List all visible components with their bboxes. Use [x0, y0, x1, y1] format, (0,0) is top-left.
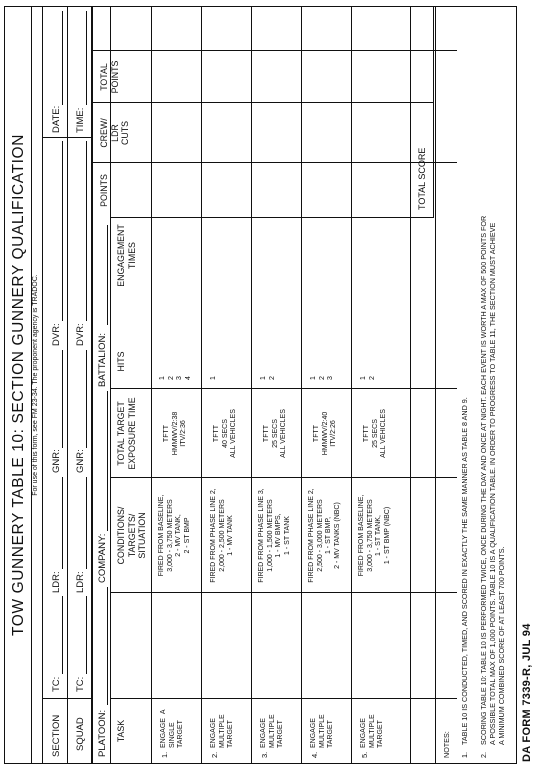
form-title: TOW GUNNERY TABLE 10: SECTION GUNNERY QUALIFICATION [10, 133, 27, 637]
row4-cond-1: FIRED FROM PHASE LINE 2, [308, 488, 315, 583]
header-divider [151, 7, 152, 763]
header-exposure [116, 389, 137, 478]
platoon-label: PLATOON: [97, 709, 108, 757]
row2-hit-1: 1 [210, 376, 217, 380]
table-bottom-line [435, 7, 436, 763]
form-number: DA FORM 7339-R, JUL 94 [521, 623, 533, 762]
time-field[interactable] [86, 11, 87, 105]
row3-exp-2: 25 SECS [271, 419, 279, 448]
ldr-label: LDR: [51, 571, 62, 593]
squad-tc-field[interactable] [86, 596, 87, 674]
row3-exposure [263, 389, 289, 478]
ldr-field[interactable] [62, 477, 63, 569]
row2-cond-2: 2,000 - 2,500 METERS [218, 499, 226, 572]
note1-text: TABLE 10 IS CONDUCTED, TIMED, AND SCORED IN EXACTLY THE SAME MANNER AS TABLE 8 AND 9. [460, 397, 469, 745]
header-conditions-line3: SITUATION [137, 512, 147, 559]
row2-task-line3: TARGET [227, 720, 235, 748]
date-field[interactable] [62, 11, 63, 105]
note2-number: 2. [479, 752, 488, 758]
row1-exp-2: HMMWV/2:38 [171, 411, 179, 456]
squad-gnr-field[interactable] [86, 350, 87, 448]
squad-row-divider [91, 7, 93, 763]
row1-cond-2: 3,000 - 3,750 METERS [166, 499, 174, 572]
row5-task [360, 714, 386, 748]
squad-tc-label: TC: [75, 676, 86, 692]
row4-hit-3: 3 [327, 376, 335, 380]
row1-task-suffix: A [160, 709, 167, 715]
row4-cond-3: 1 - ST BMP, [325, 516, 333, 555]
row4-task-line2: MULTIPLE [318, 714, 326, 748]
row3-hit-2: 2 [268, 376, 276, 380]
row5-exp-1: TFTT [363, 424, 370, 443]
row1-task-line2: SINGLE [168, 722, 176, 748]
col-divider-engagement [110, 217, 434, 218]
row1-hits [159, 376, 193, 380]
col-divider-points [93, 162, 457, 163]
time-label: TIME: [75, 107, 86, 133]
row3-task [260, 714, 286, 748]
row2-task-line2: MULTIPLE [218, 714, 226, 748]
header-conditions-line2: TARGETS/ [126, 513, 137, 558]
row1-cond-1: FIRED FROM BASELINE, [158, 494, 165, 577]
row4-hit-1: 1 [310, 376, 317, 380]
col-divider-crewcuts [93, 50, 457, 51]
row-divider-3 [301, 7, 302, 763]
row3-task-line1: ENGAGE [260, 718, 267, 748]
battalion-field[interactable] [107, 225, 108, 325]
row4-exp-2: HMMWV/2:40 [321, 411, 329, 456]
row5-exp-2: 25 SECS [371, 419, 379, 448]
row3-exp-1: TFTT [263, 424, 270, 443]
row3-cond-3: 1 - MV BMPS, [275, 513, 283, 558]
row4-task [310, 714, 336, 748]
header-crew-cuts [99, 103, 131, 163]
row4-hit-2: 2 [318, 376, 326, 380]
header-engagement [116, 218, 137, 293]
row5-conditions [358, 478, 392, 593]
row2-exposure [213, 389, 239, 478]
row3-cond-2: 1,000 - 1,500 METERS [266, 499, 274, 572]
header-total-points [99, 51, 120, 103]
note2-line3: A MINIMUM COMBINED SCORE OF AT LEAST 700 POINTS. [497, 546, 506, 745]
row5-cond-1: FIRED FROM BASELINE, [358, 494, 365, 577]
row2-conditions [210, 478, 236, 593]
header-conditions [116, 478, 148, 593]
header-conditions-line1: CONDITIONS/ [116, 506, 126, 565]
header-exposure-line2: EXPOSURE TIME [126, 397, 137, 470]
squad-label: SQUAD [75, 717, 86, 751]
squad-gnr-label: GNR: [75, 449, 86, 473]
platoon-field[interactable] [107, 587, 108, 705]
row1-task-line1: ENGAGE [160, 718, 167, 748]
squad-ldr-field[interactable] [86, 477, 87, 569]
row2-cond-1: FIRED FROM PHASE LINE 2, [210, 488, 217, 583]
header-crew-line1: CREW/ [99, 118, 109, 148]
squad-ldr-label: LDR: [75, 571, 86, 593]
row5-hits [360, 376, 377, 380]
row3-task-line2: MULTIPLE [268, 714, 276, 748]
row4-exposure [313, 389, 339, 478]
row5-cond-3: 1 - ST TANK, [375, 515, 383, 556]
notes-label: NOTES: [442, 731, 451, 758]
header-hits: HITS [116, 351, 126, 372]
subtitle-divider [42, 7, 43, 763]
dvr-field[interactable] [62, 141, 63, 321]
row5-task-line2: MULTIPLE [368, 714, 376, 748]
row4-number: 4. [310, 751, 319, 758]
header-task: TASK [116, 719, 126, 743]
row2-task [210, 714, 236, 748]
row5-exp-3: ALL VEHICLES [380, 409, 388, 458]
total-score-top-line [433, 7, 434, 218]
row3-exp-3: ALL VEHICLES [280, 409, 288, 458]
row1-hit-1: 1 [159, 376, 166, 380]
row3-conditions [258, 478, 292, 593]
row2-exp-2: 40 SECS [221, 419, 229, 448]
row2-hits [210, 376, 219, 380]
row1-cond-3: 2 - MV TANK, [175, 514, 183, 557]
row4-exp-3: ITV/2:26 [330, 420, 338, 447]
row4-conditions [308, 478, 342, 593]
row4-task-line1: ENGAGE [310, 718, 317, 748]
header-crew-line3: CUTS [120, 121, 130, 145]
row1-task-line3: TARGET [177, 720, 185, 748]
row5-number: 5. [360, 751, 369, 758]
squad-dvr-field[interactable] [86, 141, 87, 321]
row-divider-4 [351, 7, 352, 763]
section-label: SECTION [51, 714, 62, 757]
row-divider-1 [201, 7, 202, 763]
total-score-label: TOTAL SCORE [417, 147, 427, 210]
row4-exp-1: TFTT [313, 424, 320, 443]
row1-hit-3: 3 [176, 376, 184, 380]
note2-line2: A POSSIBLE TOTAL MAX OF 1,000 POINTS. TABLE 10 IS A QUALIFICATION TABLE. IN ORDER TO PROGRESS TO TABLE 11, THE SECTION MUST ACHIEVE [488, 222, 497, 745]
row1-task [160, 709, 186, 748]
row2-number: 2. [210, 751, 219, 758]
row5-hit-2: 2 [368, 376, 376, 380]
col-divider-crew [93, 102, 434, 103]
row2-cond-3: 1 - MV TANK [227, 515, 235, 556]
gnr-label: GNR: [51, 449, 62, 473]
row5-cond-4: 1 - ST BMP (NBC) [383, 506, 391, 565]
row-divider-5 [410, 7, 411, 763]
squad-dvr-label: DVR: [75, 323, 86, 346]
row3-cond-4: 1 - ST TANK [283, 516, 291, 555]
header-crew-line2: LDR [109, 124, 120, 142]
row2-exp-1: TFTT [213, 424, 220, 443]
section-row-divider [67, 7, 68, 763]
header-engagement-line2: TIMES [126, 242, 137, 269]
row1-conditions [158, 478, 192, 593]
row1-exp-1: TFTT [163, 424, 170, 443]
gunnery-form [4, 6, 517, 764]
note2-text [479, 216, 506, 745]
header-total-line2: POINTS [109, 60, 120, 94]
row3-hit-1: 1 [260, 376, 267, 380]
note2-line1: SCORING TABLE 10: TABLE 10 IS PERFORMED TWICE, ONCE DURING THE DAY AND ONCE AT NIGHT. EACH EVENT IS WORTH A MAX OF 500 POINTS FOR [479, 215, 488, 745]
row3-cond-1: FIRED FROM PHASE LINE 3, [258, 488, 265, 583]
row3-hits [260, 376, 277, 380]
row1-exposure [163, 389, 189, 478]
row4-task-line3: TARGET [327, 720, 335, 748]
row5-exposure [363, 389, 389, 478]
gnr-field[interactable] [62, 350, 63, 448]
row-divider-2 [251, 7, 252, 763]
header-engagement-line1: ENGAGEMENT [116, 224, 126, 287]
tc-field[interactable] [62, 596, 63, 674]
row2-exp-3: ALL VEHICLES [230, 409, 238, 458]
row3-task-line3: TARGET [277, 720, 285, 748]
row3-number: 3. [260, 751, 269, 758]
header-points: POINTS [99, 174, 109, 207]
row1-number: 1. [160, 751, 169, 758]
battalion-label: BATTALION: [97, 332, 108, 387]
row5-task-line1: ENGAGE [360, 718, 367, 748]
row2-task-line1: ENGAGE [210, 718, 217, 748]
row1-hit-4: 4 [184, 376, 192, 380]
row4-hits [310, 376, 336, 380]
date-label: DATE: [51, 105, 62, 133]
header-total-line1: TOTAL [99, 63, 109, 91]
row5-hit-1: 1 [360, 376, 367, 380]
row4-cond-2: 2,500 - 3,000 METERS [316, 499, 324, 572]
row1-hit-2: 2 [167, 376, 175, 380]
tc-label: TC: [51, 676, 62, 692]
company-label: COMPANY: [97, 533, 108, 583]
form-subtitle: For use of this form, see FM 23-34. The proponent agency is TRADOC. [32, 274, 39, 496]
row5-cond-2: 3,000 - 3,750 METERS [366, 499, 374, 572]
note1-number: 1. [460, 752, 469, 758]
row4-cond-4: 2 - MV TANKS (NBC) [333, 502, 341, 569]
company-field[interactable] [107, 391, 108, 531]
header-exposure-line1: TOTAL TARGET [116, 401, 126, 466]
row5-task-line3: TARGET [377, 720, 385, 748]
col-divider-task [110, 698, 457, 699]
dvr-label: DVR: [51, 323, 62, 346]
row1-exp-3: ITV/2:36 [180, 420, 188, 447]
row1-cond-4: 2 - ST BMP [183, 517, 191, 554]
